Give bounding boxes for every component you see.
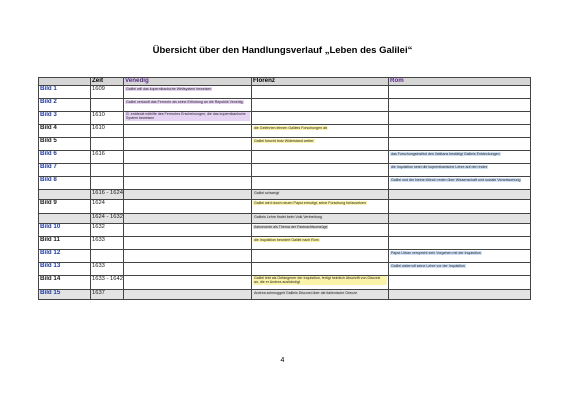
bild-cell: Bild 9 <box>39 199 91 213</box>
page-number: 4 <box>280 357 285 364</box>
rom-note: das Forschungsinstitut des Vatikans bestätigt Galileis Entdeckungen <box>391 151 500 156</box>
florenz-cell <box>252 111 389 124</box>
florenz-cell <box>252 150 389 163</box>
zeit-cell <box>91 137 124 150</box>
rom-cell <box>389 199 531 213</box>
venedig-cell <box>124 189 252 199</box>
venedig-note: G. entdeckt mithilfe des Fernrohrs Erscheinungen, die das kopernikanische System beweisen <box>125 112 250 121</box>
venedig-cell <box>124 223 252 236</box>
venedig-cell <box>124 98 252 111</box>
timeline-table <box>38 77 531 300</box>
florenz-cell <box>252 275 389 289</box>
venedig-cell <box>124 262 252 275</box>
bild-cell <box>39 213 91 223</box>
venedig-cell <box>124 249 252 262</box>
florenz-note: Astronomie als Thema der Fastnachtsumzüge <box>254 224 328 229</box>
header-rom: Rom <box>389 78 531 86</box>
header-zeit: Zeit <box>91 78 124 86</box>
table-row <box>39 262 531 275</box>
zeit-cell: 1633 - 1642 <box>91 275 124 289</box>
table-row <box>39 289 531 299</box>
zeit-cell: 1633 <box>91 236 124 249</box>
bild-cell: Bild 13 <box>39 262 91 275</box>
florenz-cell <box>252 124 389 137</box>
florenz-note: Galilei wird durch neuen Papst ermutigt, seine Forschung fortzusetzen <box>254 200 366 205</box>
venedig-cell <box>124 289 252 299</box>
zeit-cell: 1616 - 1624 <box>91 189 124 199</box>
bild-cell: Bild 3 <box>39 111 91 124</box>
zeit-cell: 1609 <box>91 85 124 98</box>
bild-cell: Bild 11 <box>39 236 91 249</box>
bild-cell: Bild 8 <box>39 176 91 189</box>
rom-cell <box>389 189 531 199</box>
rom-cell <box>389 85 531 98</box>
venedig-cell <box>124 137 252 150</box>
table-row <box>39 199 531 213</box>
zeit-cell: 1632 <box>91 223 124 236</box>
florenz-cell <box>252 137 389 150</box>
rom-cell <box>389 150 531 163</box>
table-row <box>39 137 531 150</box>
florenz-cell <box>252 163 389 176</box>
table-row <box>39 249 531 262</box>
bild-cell: Bild 14 <box>39 275 91 289</box>
table-row <box>39 111 531 124</box>
venedig-cell <box>124 85 252 98</box>
venedig-cell <box>124 124 252 137</box>
zeit-cell: 1633 <box>91 262 124 275</box>
florenz-cell <box>252 189 389 199</box>
rom-cell <box>389 98 531 111</box>
bild-cell: Bild 6 <box>39 150 91 163</box>
venedig-cell <box>124 176 252 189</box>
florenz-note: die Gelehrten lehnen Galileis Forschungen ab <box>254 125 328 130</box>
florenz-note: die Inquisition beordert Galilei nach Rom <box>254 237 319 242</box>
zeit-cell: 1616 <box>91 150 124 163</box>
rom-cell <box>389 176 531 189</box>
venedig-cell <box>124 150 252 163</box>
table-row <box>39 124 531 137</box>
rom-cell <box>389 137 531 150</box>
florenz-cell <box>252 85 389 98</box>
venedig-cell <box>124 199 252 213</box>
venedig-note: Galilei will das kopernikanische Weltsystem beweisen <box>126 86 212 91</box>
bild-cell: Bild 7 <box>39 163 91 176</box>
florenz-note: Andrea schmuggelt Galileis Discorsi über die italienische Grenze <box>254 290 358 295</box>
zeit-cell: 1610 <box>91 124 124 137</box>
table-row <box>39 236 531 249</box>
rom-cell <box>389 236 531 249</box>
venedig-cell <box>124 111 252 124</box>
florenz-note: Galilei lebt als Gefangener der Inquisition, fertigt heimlich Abschrift von Discorsi an, die er Andrea aushändigt <box>253 276 387 285</box>
florenz-cell <box>252 249 389 262</box>
rom-cell <box>389 124 531 137</box>
florenz-cell <box>252 199 389 213</box>
table-row <box>39 150 531 163</box>
bild-cell: Bild 4 <box>39 124 91 137</box>
florenz-cell <box>252 262 389 275</box>
table-row <box>39 98 531 111</box>
page-title: Übersicht über den Handlungsverlauf „Leben des Galilei“ <box>152 45 413 56</box>
venedig-cell <box>124 213 252 223</box>
florenz-cell <box>252 289 389 299</box>
florenz-note: Galileis Lehre findet beim Volk Verbreitung <box>254 214 322 219</box>
rom-cell <box>389 262 531 275</box>
table-row <box>39 176 531 189</box>
zeit-cell: 1624 <box>91 199 124 213</box>
zeit-cell: 1610 <box>91 111 124 124</box>
bild-cell: Bild 5 <box>39 137 91 150</box>
table-row <box>39 189 531 199</box>
rom-note: Galilei widerruft seine Lehre vor der Inquisition <box>391 263 465 268</box>
bild-cell: Bild 1 <box>39 85 91 98</box>
header-florenz: Florenz <box>252 78 389 86</box>
rom-note: Galilei und der kleine Mönch reden über Wissenschaft und soziale Verantwortung <box>391 177 521 182</box>
table-row <box>39 85 531 98</box>
bild-cell: Bild 15 <box>39 289 91 299</box>
table-row <box>39 163 531 176</box>
table-row <box>39 275 531 289</box>
bild-cell <box>39 189 91 199</box>
florenz-cell <box>252 176 389 189</box>
florenz-cell <box>252 223 389 236</box>
venedig-cell <box>124 275 252 289</box>
zeit-cell: 1624 - 1632 <box>91 213 124 223</box>
rom-note: Papst Urban verspricht sein Vorgehen mit der Inquisition <box>391 250 481 255</box>
zeit-cell <box>91 176 124 189</box>
bild-cell: Bild 10 <box>39 223 91 236</box>
florenz-cell <box>252 236 389 249</box>
rom-cell <box>389 223 531 236</box>
zeit-cell <box>91 98 124 111</box>
rom-cell <box>389 275 531 289</box>
zeit-cell: 1637 <box>91 289 124 299</box>
florenz-note: Galilei schweigt <box>254 190 279 195</box>
rom-cell <box>389 111 531 124</box>
rom-note: die Inquisition setzt die kopernikanische Lehre auf den Index <box>391 164 488 169</box>
table-row <box>39 213 531 223</box>
florenz-cell <box>252 98 389 111</box>
table-header-row <box>39 78 531 86</box>
venedig-cell <box>124 163 252 176</box>
rom-cell <box>389 163 531 176</box>
header-venedig: Venedig <box>124 78 252 86</box>
rom-cell <box>389 249 531 262</box>
venedig-cell <box>124 236 252 249</box>
florenz-cell <box>252 213 389 223</box>
rom-cell <box>389 213 531 223</box>
zeit-cell <box>91 249 124 262</box>
venedig-note: Galilei verkauft das Fernrohr als seine Erfindung an die Republik Venedig <box>126 99 243 104</box>
florenz-note: Galilei forscht trotz Widerstand weiter <box>254 138 314 143</box>
rom-cell <box>389 289 531 299</box>
zeit-cell <box>91 163 124 176</box>
header-bild <box>39 78 91 86</box>
bild-cell: Bild 2 <box>39 98 91 111</box>
bild-cell: Bild 12 <box>39 249 91 262</box>
table-row <box>39 223 531 236</box>
